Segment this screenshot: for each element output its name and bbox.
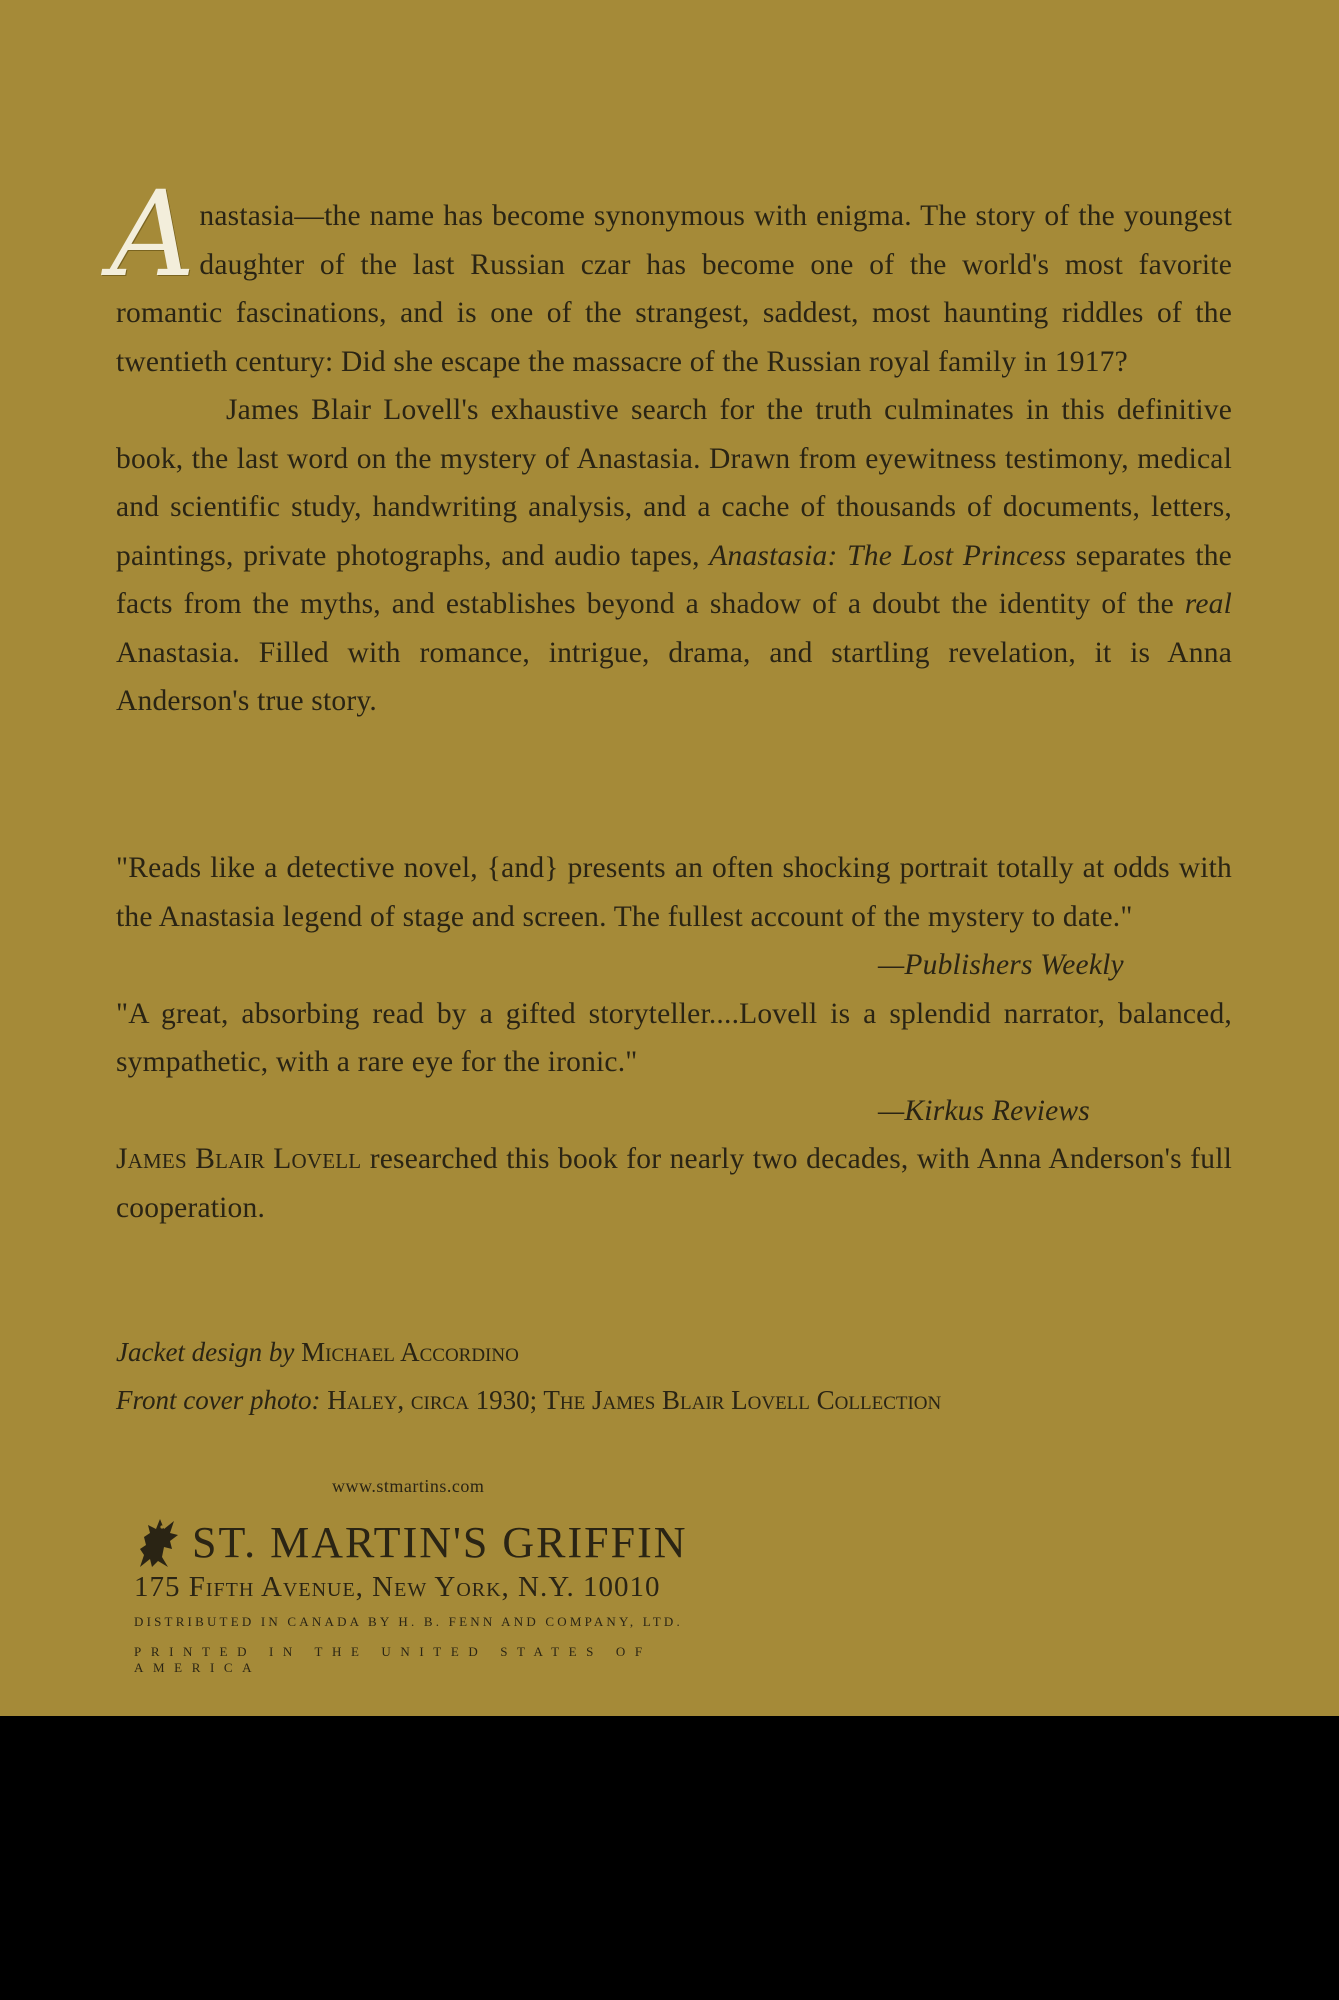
publisher-row	[134, 1515, 734, 1569]
dropcap-letter: A	[110, 165, 196, 303]
publisher-name: ST. MARTIN'S GRIFFIN	[192, 1517, 688, 1567]
search-text-b: separates the facts from the myths, and establishes beyond a shadow of a doubt the identity of the	[116, 539, 1232, 620]
printed-note: PRINTED IN THE UNITED STATES OF AMERICA	[134, 1644, 652, 1675]
intro-text: nastasia—the name has become synonymous with enigma. The story of the youngest daughter of the last Russian czar has become one of the world's most favorite romantic fascinations, and is one of the strangest, saddest, most haunting riddles of the twentieth century: Did she escape the massacre of the Russian royal family in 1917?	[116, 200, 1232, 378]
review-quote-1: "Reads like a detective novel, {and} presents an often shocking portrait totally at odds with the Anastasia legend of stage and screen. The fullest account of the mystery to date."	[116, 852, 1232, 933]
book-title: Anastasia: The Lost Princess	[709, 539, 1067, 572]
author-bio-text: researched this book for nearly two decades, with Anna Anderson's full cooperation.	[116, 1143, 1232, 1224]
author-name: James Blair Lovell	[116, 1143, 362, 1175]
jacket-credit-value: Michael Accordino	[301, 1337, 519, 1367]
photo-credit	[116, 1376, 941, 1424]
photo-credit-label: Front cover photo:	[116, 1385, 321, 1415]
griffin-logo-icon	[134, 1515, 182, 1569]
website-url: www.stmartins.com	[332, 1476, 485, 1496]
review-quote-2: "A great, absorbing read by a gifted storyteller....Lovell is a splendid narrator, balanced, sympathetic, with a rare eye for the ironic."	[116, 997, 1232, 1078]
publisher-block	[134, 1515, 734, 1676]
jacket-credit	[116, 1328, 941, 1376]
photo-credit-value: Haley, circa 1930; The James Blair Lovell Collection	[327, 1385, 942, 1415]
intro-paragraph	[110, 165, 1232, 386]
real-word: real	[1184, 588, 1232, 620]
reviews-block	[116, 844, 1232, 1232]
search-text-c: Anastasia. Filled with romance, intrigue, drama, and startling revelation, it is Anna Anderson's true story.	[116, 636, 1232, 717]
description-block	[110, 165, 1232, 726]
review-source-1: —Publishers Weekly	[878, 949, 1124, 981]
search-paragraph	[116, 386, 1232, 726]
distribution-note: DISTRIBUTED IN CANADA BY H. B. FENN AND COMPANY, LTD.	[134, 1614, 683, 1629]
publisher-address: 175 Fifth Avenue, New York, N.Y. 10010	[134, 1571, 661, 1603]
jacket-credit-label: Jacket design by	[116, 1337, 295, 1367]
review-source-2: —Kirkus Reviews	[878, 1094, 1090, 1127]
search-text-a: James Blair Lovell's exhaustive search for the truth culminates in this definitive book, the last word on the mystery of Anastasia. Drawn from eyewitness testimony, medical and scientific study, handwriting analysis, and a cache of thousands of documents, letters, paintings, private photographs, and audio tapes,	[116, 394, 1232, 572]
author-bio	[116, 1135, 1232, 1232]
credits-block	[116, 1328, 941, 1424]
